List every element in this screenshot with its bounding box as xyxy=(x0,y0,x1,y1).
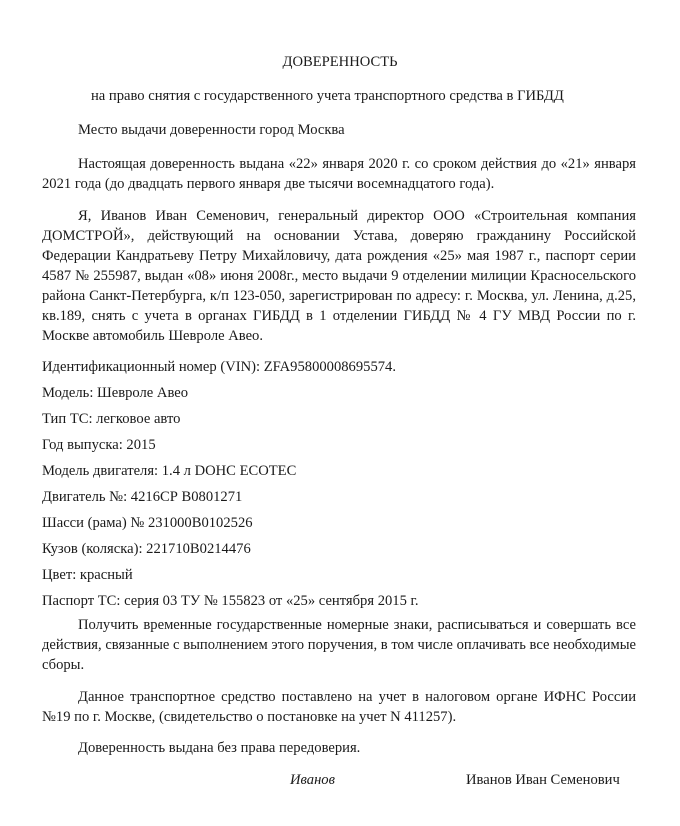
document-subtitle: на право снятия с государственного учета транспортного средства в ГИБДД xyxy=(91,88,564,104)
tax-paragraph: Данное транспортное средство поставлено на учет в налоговом органе ИФНС России №19 по г. Москве, (свидетельство о постановке на учет N 411257). xyxy=(42,689,636,725)
engine-number-field: Двигатель №: 4216СР В0801271 xyxy=(42,489,243,505)
signature-short: Иванов xyxy=(290,772,335,788)
model-field: Модель: Шевроле Авео xyxy=(42,385,189,401)
signature-full-name: Иванов Иван Семенович xyxy=(466,772,620,788)
year-field: Год выпуска: 2015 xyxy=(42,437,156,453)
principal-paragraph: Я, Иванов Иван Семенович, генеральный директор ООО «Строительная компания ДОМСТРОЙ», действующий на основании Устава, доверяю гражданину Российской Федерации Кандратьеву Петру Михайловичу, дата рождения «25» мая 1987 г., паспорт серии 4587 № 255987, выдан «08» июня 2008г., место выдачи 9 отделении милиции Красносельского района Санкт-Петербурга, к/п 123-050, зарегистрирован по адресу: г. Москва, ул. Ленина, д.25, кв.189, снять с учета в органах ГИБДД в 1 отделении ГИБДД № 4 ГУ МВД России по г. Москве автомобиль Шевроле Авео. xyxy=(42,208,636,344)
vehicle-passport-field: Паспорт ТС: серия 03 ТУ № 155823 от «25» сентября 2015 г. xyxy=(42,593,419,609)
issue-place: Место выдачи доверенности город Москва xyxy=(78,122,345,138)
engine-model-field: Модель двигателя: 1.4 л DOHC ECOTEC xyxy=(42,463,297,479)
validity-paragraph: Настоящая доверенность выдана «22» января 2020 г. со сроком действия до «21» января 2021 года (до двадцать первого января две тысячи восемнадцатого года). xyxy=(42,156,636,192)
powers-paragraph: Получить временные государственные номерные знаки, расписываться и совершать все действия, связанные с выполнением этого поручения, в том числе оплачивать все необходимые сборы. xyxy=(42,617,636,673)
no-substitution-note: Доверенность выдана без права передоверия. xyxy=(78,740,361,756)
chassis-field: Шасси (рама) № 231000В0102526 xyxy=(42,515,253,531)
document-title: ДОВЕРЕННОСТЬ xyxy=(282,54,398,70)
vin-field: Идентификационный номер (VIN): ZFA95800008695574. xyxy=(42,359,396,375)
color-field: Цвет: красный xyxy=(42,567,133,583)
body-field: Кузов (коляска): 221710В0214476 xyxy=(42,541,251,557)
vehicle-type-field: Тип ТС: легковое авто xyxy=(42,411,181,427)
